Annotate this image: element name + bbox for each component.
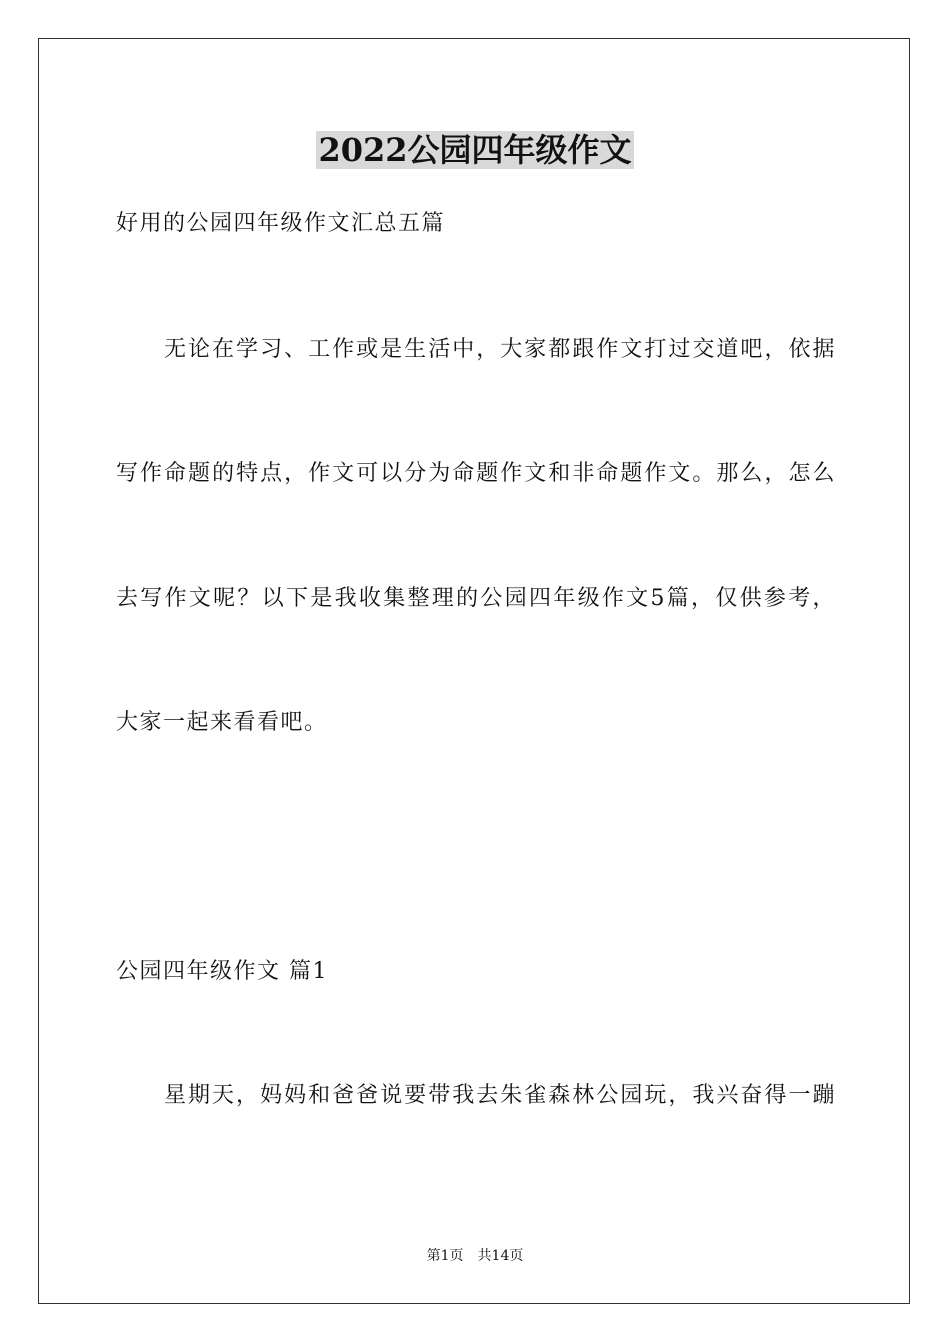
document-subtitle: 好用的公园四年级作文汇总五篇 [116,211,446,236]
paragraph-line: 无论在学习、工作或是生活中，大家都跟作文打过交道吧，依据 [164,337,836,362]
paragraph-line: 大家一起来看看吧。 [116,710,328,735]
paragraph-line: 星期天，妈妈和爸爸说要带我去朱雀森林公园玩，我兴奋得一蹦 [164,1083,836,1108]
section-heading: 公园四年级作文 篇1 [116,959,328,984]
paragraph-line: 写作命题的特点，作文可以分为命题作文和非命题作文。那么，怎么 [116,461,836,486]
page-number: 第1页 [426,1248,464,1264]
page-footer [0,1246,950,1266]
page-total: 共14页 [477,1248,524,1264]
document-title-text: 2022公园四年级作文 [318,131,632,169]
paragraph-line: 去写作文呢？以下是我收集整理的公园四年级作文5篇，仅供参考， [116,586,836,611]
document-title [0,128,950,172]
